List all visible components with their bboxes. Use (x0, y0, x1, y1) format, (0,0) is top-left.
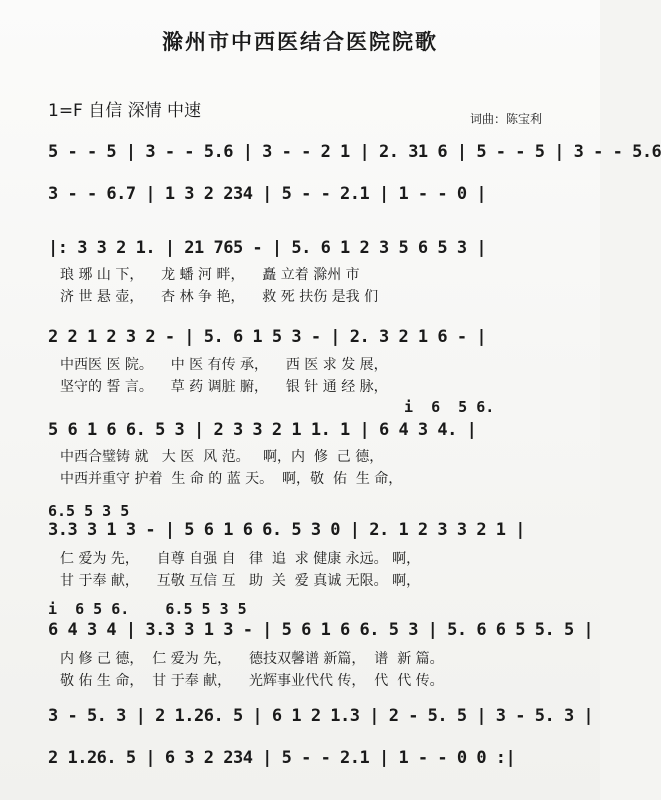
score-line-7: 6 4 3 4 | 3.3 3 1 3 - | 5 6 1 6 6. 5 3 | 5. 6 6 5 5. 5 | (48, 620, 594, 640)
credit-text: 词曲：陈宝利 (470, 112, 543, 126)
page-title: 滁州市中西医结合医院院歌 (162, 29, 438, 54)
lyric-6a: 仁 爱为 先， 自尊 自强 自 律 追 求 健康 永远。 啊， (60, 551, 421, 567)
lyric-6b: 甘 于奉 献， 互敬 互信 互 助 关 爱 真诚 无限。 啊， (60, 573, 421, 589)
lyric-4a: 中西医 医 院。 中 医 有传 承， 西 医 求 发 展， (60, 357, 388, 373)
score-line-6: 3.3 3 1 3 - | 5 6 1 6 6. 5 3 0 | 2. 1 2 3 3 2 1 | (48, 520, 526, 540)
score-line-1: 5 - - 5 | 3 - - 5.6 | 3 - - 2 1 | 2. 31 6 | 5 - - 5 | 3 - - 5.6 (48, 142, 661, 162)
score-line-2: 3 - - 6.7 | 1 3 2 234 | 5 - - 2.1 | 1 - - 0 | (48, 184, 487, 204)
score-line-4: 2 2 1 2 3 2 - | 5. 6 1 5 3 - | 2. 3 2 1 6 - | (48, 327, 487, 347)
score-line-8: 3 - 5. 3 | 2 1.26. 5 | 6 1 2 1.3 | 2 - 5. 5 | 3 - 5. 3 | (48, 706, 594, 726)
score-line-9: 2 1.26. 5 | 6 3 2 234 | 5 - - 2.1 | 1 - - 0 0 :| (48, 748, 516, 768)
key-tempo: 1=F 自信 深情 中速 (48, 101, 202, 121)
lyric-5a: 中西合璧铸 就 大 医 风 范。 啊，内 修 己 德， (60, 449, 384, 465)
upper-voice-7: i 6 5 6. 6.5 5 3 5 (48, 600, 247, 618)
lyric-7a: 内 修 己 德， 仁 爱为 先， 德技双馨谱 新篇， 谱 新 篇。 (60, 651, 444, 667)
score-line-3: |: 3 3 2 1. | 21 765 - | 5. 6 1 2 3 5 6 5 3 | (48, 238, 487, 258)
lyric-4b: 坚守的 誓 言。 草 药 调脏 腑， 银 针 通 经 脉， (60, 379, 388, 395)
upper-voice-6: 6.5 5 3 5 (48, 502, 130, 520)
lyric-7b: 敬 佑 生 命， 甘 于奉 献， 光辉事业代代 传， 代 代 传。 (60, 673, 444, 689)
upper-voice-5: i 6 5 6. (404, 398, 495, 416)
lyric-3b: 济 世 悬 壶， 杏 林 争 艳， 救 死 扶伤 是我 们 (60, 289, 379, 305)
lyric-3a: 琅 琊 山 下， 龙 蟠 河 畔， 矗 立着 滁州 市 (60, 267, 360, 283)
lyric-5b: 中西并重守 护着 生 命 的 蓝 天。 啊，敬 佑 生 命， (60, 471, 403, 487)
score-line-5: 5 6 1 6 6. 5 3 | 2 3 3 2 1 1. 1 | 6 4 3 4. | (48, 420, 477, 440)
